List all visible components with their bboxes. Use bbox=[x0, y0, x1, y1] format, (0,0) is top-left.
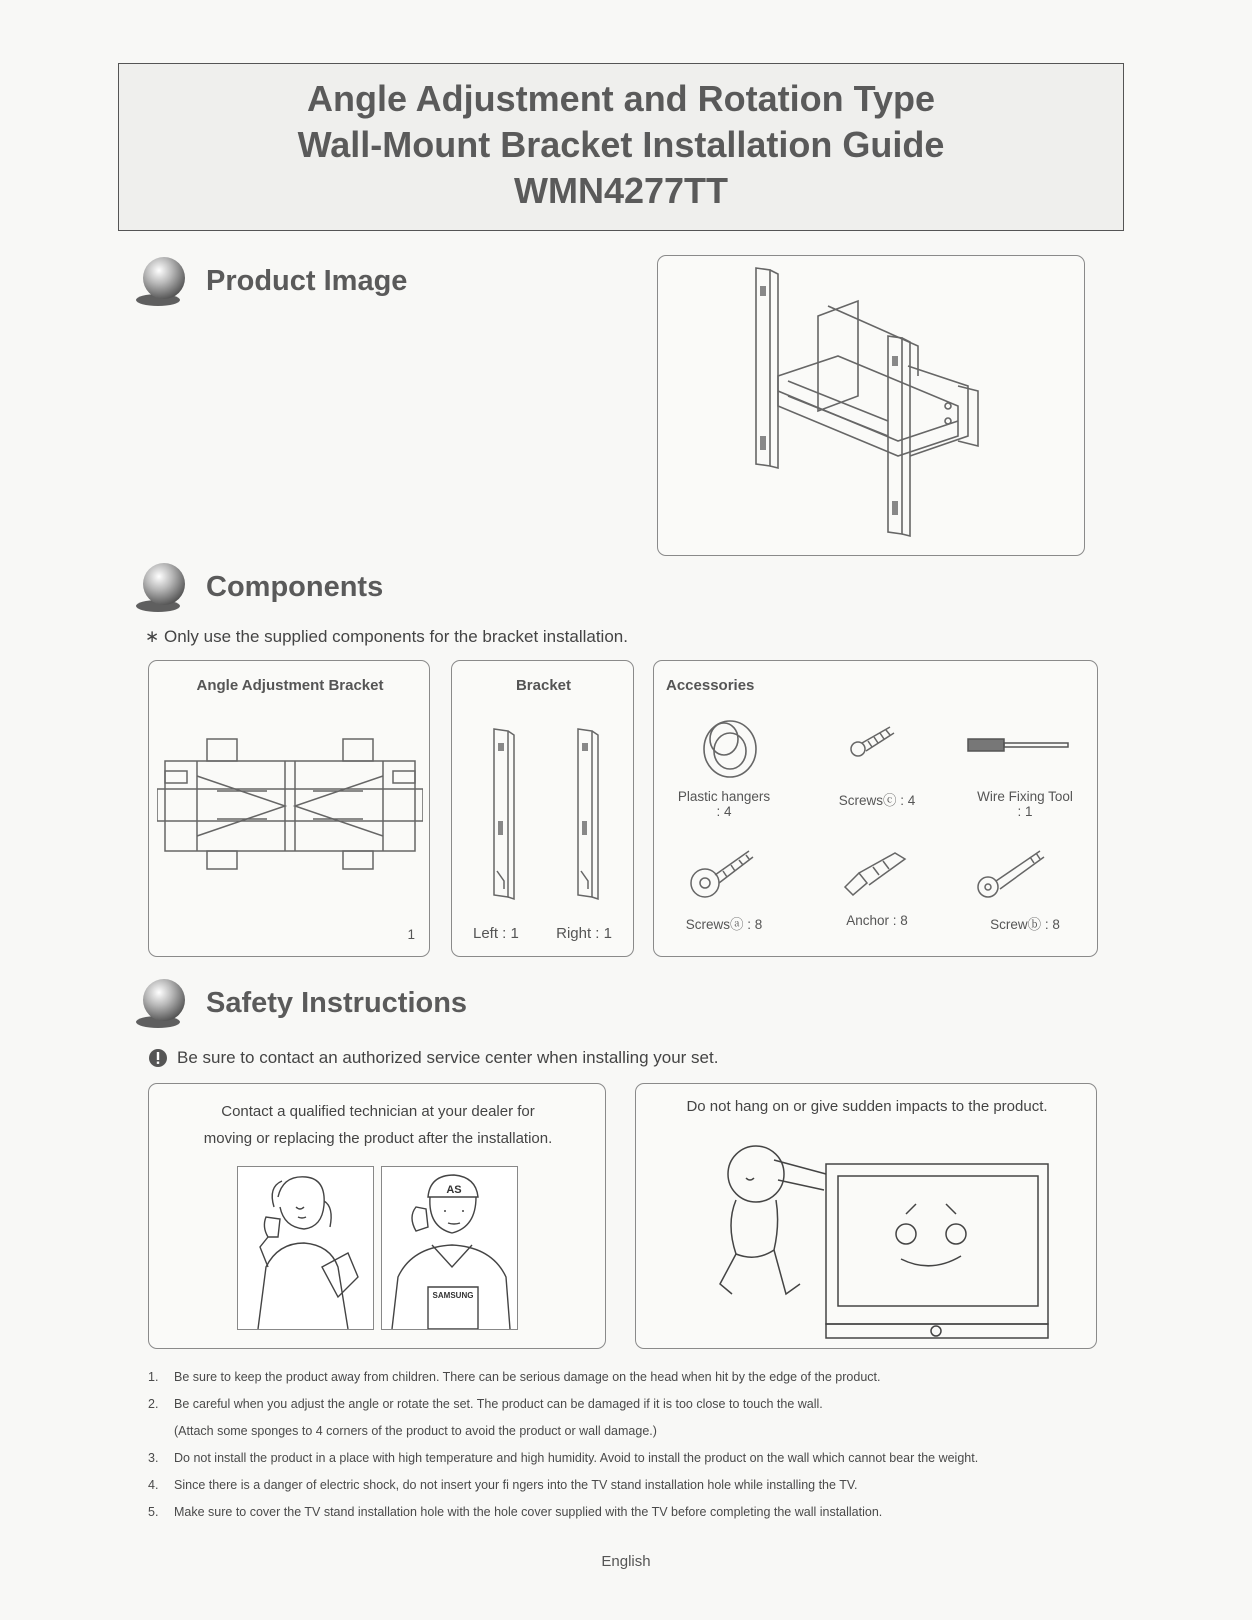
woman-phone-illustration bbox=[237, 1166, 374, 1330]
cap-label: AS bbox=[446, 1184, 462, 1196]
baby-tv-illustration bbox=[696, 1134, 1056, 1344]
model-number: WMN4277TT bbox=[513, 170, 729, 211]
angle-bracket-title: Angle Adjustment Bracket bbox=[196, 677, 384, 694]
sphere-bullet-icon bbox=[134, 560, 188, 614]
section-title-components: Components bbox=[206, 570, 384, 603]
section-title-safety: Safety Instructions bbox=[206, 986, 468, 1019]
anchor-icon bbox=[839, 847, 914, 897]
section-title-product-image: Product Image bbox=[206, 264, 408, 297]
title-box bbox=[118, 63, 1124, 231]
wall-mount-bracket-image bbox=[658, 256, 1086, 557]
screws-a-label: Screwsⓐ : 8 bbox=[685, 917, 763, 932]
safety-panel-left bbox=[148, 1083, 606, 1349]
screw-c-icon bbox=[844, 721, 904, 761]
bracket-left-qty: Left : 1 bbox=[473, 925, 519, 942]
technician-illustration bbox=[381, 1166, 518, 1330]
accessories-title: Accessories bbox=[666, 677, 755, 694]
screw-b-label: Screwⓑ : 8 bbox=[990, 917, 1060, 932]
angle-bracket-qty: 1 bbox=[407, 927, 415, 942]
anchor-label: Anchor : 8 bbox=[846, 913, 908, 928]
instruction-list bbox=[148, 1364, 1108, 1526]
screws-c-label: Screwsⓒ : 4 bbox=[838, 793, 916, 808]
safety-note: Be sure to contact an authorized service center when installing your set. bbox=[177, 1048, 719, 1067]
footer-language: English bbox=[601, 1553, 651, 1570]
bracket-right-qty: Right : 1 bbox=[556, 925, 612, 942]
safety-note-row bbox=[148, 1048, 718, 1068]
screw-a-icon bbox=[689, 843, 759, 903]
plastic-hangers-label: Plastic hangers : 4 bbox=[677, 789, 771, 819]
accessories-panel bbox=[653, 660, 1098, 957]
instruction-item-3: 3. Do not install the product in a place with high temperature and high humidity. Avoid to install the product on the wall which cannot bear the weight. bbox=[148, 1451, 979, 1465]
sphere-bullet-icon bbox=[134, 254, 188, 308]
screw-b-icon bbox=[974, 843, 1054, 903]
section-safety bbox=[134, 976, 467, 1030]
shirt-label: SAMSUNG bbox=[432, 1291, 474, 1300]
product-image-panel bbox=[657, 255, 1085, 556]
wire-fixing-tool-icon bbox=[964, 731, 1074, 761]
bracket-panel bbox=[451, 660, 634, 957]
instruction-item-2-note: (Attach some sponges to 4 corners of the product to avoid the product or wall damage.) bbox=[174, 1424, 657, 1438]
safety-panel-right bbox=[635, 1083, 1097, 1349]
woman-phone-icon bbox=[238, 1167, 373, 1329]
angle-bracket-drawing bbox=[157, 731, 423, 881]
sphere-bullet-icon bbox=[134, 976, 188, 1030]
section-product-image bbox=[134, 254, 407, 308]
components-note: ∗ Only use the supplied components for the bracket installation. bbox=[145, 627, 628, 646]
plastic-hanger-icon bbox=[694, 709, 764, 784]
instruction-item-5: 5. Make sure to cover the TV stand installation hole with the hole cover supplied with the TV before completing the wall installation. bbox=[148, 1505, 883, 1519]
section-components bbox=[134, 560, 383, 614]
safety-right-text: Do not hang on or give sudden impacts to the product. bbox=[686, 1098, 1048, 1115]
wire-fixing-tool-label: Wire Fixing Tool : 1 bbox=[977, 789, 1073, 819]
title-line-1: Angle Adjustment and Rotation Type bbox=[307, 78, 935, 119]
instruction-item-2: 2. Be careful when you adjust the angle or rotate the set. The product can be damaged if it is too close to touch the wall. bbox=[148, 1397, 823, 1411]
bracket-title: Bracket bbox=[515, 677, 572, 694]
angle-bracket-panel bbox=[148, 660, 430, 957]
safety-left-text: Contact a qualified technician at your dealer for moving or replacing the product after the installation. bbox=[203, 1103, 553, 1147]
instruction-item-1: 1. Be sure to keep the product away from children. There can be serious damage on the head when hit by the edge of the product. bbox=[148, 1370, 881, 1384]
bracket-rails-drawing bbox=[482, 721, 607, 901]
technician-icon bbox=[382, 1167, 517, 1329]
title-line-2: Wall-Mount Bracket Installation Guide bbox=[297, 124, 945, 165]
warning-icon bbox=[148, 1048, 168, 1068]
instruction-item-4: 4. Since there is a danger of electric shock, do not insert your fi ngers into the TV stand installation hole while installing the TV. bbox=[148, 1478, 858, 1492]
